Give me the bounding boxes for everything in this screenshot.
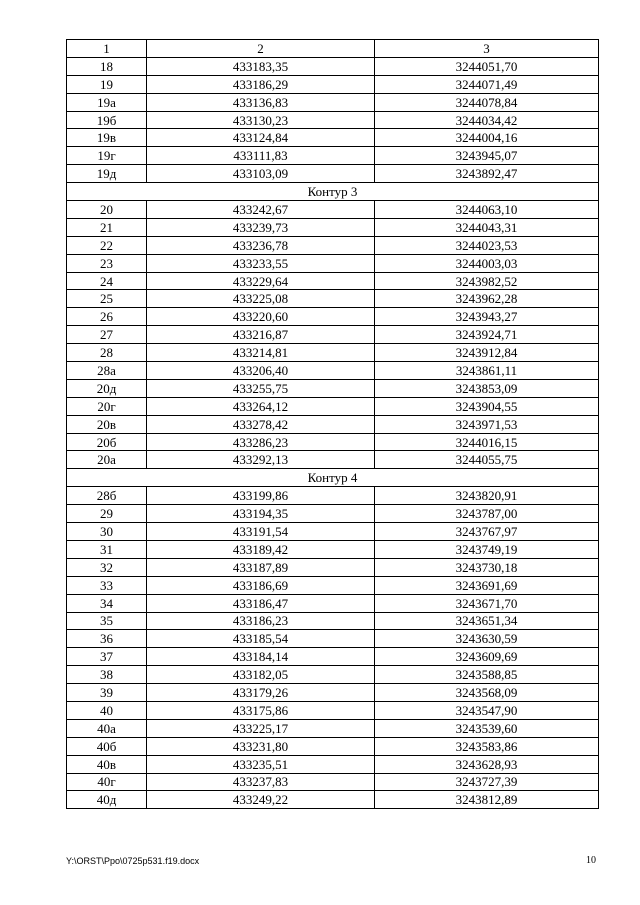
page-number: 10 bbox=[586, 855, 596, 866]
cell-point-id: 20а bbox=[67, 451, 147, 469]
table-row bbox=[67, 648, 599, 666]
cell-x-coordinate: 433130,23 bbox=[147, 111, 375, 129]
table-body bbox=[67, 40, 599, 809]
cell-point-id: 40а bbox=[67, 719, 147, 737]
table-row bbox=[67, 236, 599, 254]
cell-y-coordinate: 3243904,55 bbox=[375, 397, 599, 415]
cell-point-id: 34 bbox=[67, 594, 147, 612]
table-row bbox=[67, 165, 599, 183]
cell-x-coordinate: 433186,47 bbox=[147, 594, 375, 612]
cell-x-coordinate: 433183,35 bbox=[147, 57, 375, 75]
cell-y-coordinate: 3243962,28 bbox=[375, 290, 599, 308]
table-row bbox=[67, 594, 599, 612]
cell-x-coordinate: 433255,75 bbox=[147, 379, 375, 397]
cell-point-id: 39 bbox=[67, 684, 147, 702]
cell-x-coordinate: 433242,67 bbox=[147, 201, 375, 219]
cell-point-id: 20д bbox=[67, 379, 147, 397]
table-row bbox=[67, 147, 599, 165]
cell-point-id: 19а bbox=[67, 93, 147, 111]
cell-x-coordinate: 433235,51 bbox=[147, 755, 375, 773]
cell-y-coordinate: 3244063,10 bbox=[375, 201, 599, 219]
cell-x-coordinate: 433103,09 bbox=[147, 165, 375, 183]
cell-y-coordinate: 3243609,69 bbox=[375, 648, 599, 666]
cell-point-id: 38 bbox=[67, 666, 147, 684]
cell-point-id: 40 bbox=[67, 701, 147, 719]
cell-y-coordinate: 3243945,07 bbox=[375, 147, 599, 165]
table-row bbox=[67, 630, 599, 648]
table-row bbox=[67, 540, 599, 558]
table-row bbox=[67, 487, 599, 505]
cell-point-id: 23 bbox=[67, 254, 147, 272]
cell-y-coordinate: 3243727,39 bbox=[375, 773, 599, 791]
cell-x-coordinate: 433136,83 bbox=[147, 93, 375, 111]
table-row bbox=[67, 111, 599, 129]
header-cell-point: 1 bbox=[67, 40, 147, 58]
header-cell-y: 3 bbox=[375, 40, 599, 58]
cell-point-id: 40д bbox=[67, 791, 147, 809]
table-row bbox=[67, 290, 599, 308]
table-row bbox=[67, 75, 599, 93]
cell-y-coordinate: 3244043,31 bbox=[375, 218, 599, 236]
cell-point-id: 19г bbox=[67, 147, 147, 165]
cell-y-coordinate: 3244016,15 bbox=[375, 433, 599, 451]
cell-point-id: 31 bbox=[67, 540, 147, 558]
table-row bbox=[67, 344, 599, 362]
cell-y-coordinate: 3243943,27 bbox=[375, 308, 599, 326]
cell-y-coordinate: 3244034,42 bbox=[375, 111, 599, 129]
cell-point-id: 20б bbox=[67, 433, 147, 451]
cell-x-coordinate: 433111,83 bbox=[147, 147, 375, 165]
cell-y-coordinate: 3243982,52 bbox=[375, 272, 599, 290]
cell-point-id: 20 bbox=[67, 201, 147, 219]
cell-x-coordinate: 433199,86 bbox=[147, 487, 375, 505]
cell-x-coordinate: 433186,29 bbox=[147, 75, 375, 93]
cell-x-coordinate: 433236,78 bbox=[147, 236, 375, 254]
table-row bbox=[67, 397, 599, 415]
cell-x-coordinate: 433185,54 bbox=[147, 630, 375, 648]
cell-x-coordinate: 433214,81 bbox=[147, 344, 375, 362]
cell-point-id: 37 bbox=[67, 648, 147, 666]
cell-x-coordinate: 433249,22 bbox=[147, 791, 375, 809]
cell-point-id: 18 bbox=[67, 57, 147, 75]
cell-y-coordinate: 3243820,91 bbox=[375, 487, 599, 505]
table-row bbox=[67, 773, 599, 791]
cell-x-coordinate: 433237,83 bbox=[147, 773, 375, 791]
cell-y-coordinate: 3244078,84 bbox=[375, 93, 599, 111]
cell-y-coordinate: 3244003,03 bbox=[375, 254, 599, 272]
cell-x-coordinate: 433184,14 bbox=[147, 648, 375, 666]
cell-x-coordinate: 433194,35 bbox=[147, 505, 375, 523]
cell-y-coordinate: 3243971,53 bbox=[375, 415, 599, 433]
cell-x-coordinate: 433220,60 bbox=[147, 308, 375, 326]
cell-y-coordinate: 3243651,34 bbox=[375, 612, 599, 630]
table-row bbox=[67, 308, 599, 326]
table-row bbox=[67, 505, 599, 523]
section-row bbox=[67, 183, 599, 201]
cell-y-coordinate: 3243892,47 bbox=[375, 165, 599, 183]
table-row bbox=[67, 576, 599, 594]
cell-point-id: 27 bbox=[67, 326, 147, 344]
table-row bbox=[67, 451, 599, 469]
cell-x-coordinate: 433187,89 bbox=[147, 558, 375, 576]
cell-y-coordinate: 3243547,90 bbox=[375, 701, 599, 719]
cell-y-coordinate: 3243691,69 bbox=[375, 576, 599, 594]
table-row bbox=[67, 612, 599, 630]
cell-x-coordinate: 433286,23 bbox=[147, 433, 375, 451]
cell-point-id: 20в bbox=[67, 415, 147, 433]
section-title: Контур 4 bbox=[67, 469, 599, 487]
cell-y-coordinate: 3243671,70 bbox=[375, 594, 599, 612]
table-row bbox=[67, 129, 599, 147]
cell-point-id: 40б bbox=[67, 737, 147, 755]
cell-x-coordinate: 433225,08 bbox=[147, 290, 375, 308]
cell-point-id: 19в bbox=[67, 129, 147, 147]
table-row bbox=[67, 684, 599, 702]
cell-point-id: 40в bbox=[67, 755, 147, 773]
cell-point-id: 28б bbox=[67, 487, 147, 505]
table-row bbox=[67, 201, 599, 219]
cell-x-coordinate: 433233,55 bbox=[147, 254, 375, 272]
cell-point-id: 26 bbox=[67, 308, 147, 326]
cell-y-coordinate: 3243861,11 bbox=[375, 362, 599, 380]
cell-y-coordinate: 3243539,60 bbox=[375, 719, 599, 737]
table-row bbox=[67, 523, 599, 541]
table-row bbox=[67, 218, 599, 236]
table-row bbox=[67, 379, 599, 397]
table-row bbox=[67, 755, 599, 773]
header-cell-x: 2 bbox=[147, 40, 375, 58]
cell-point-id: 30 bbox=[67, 523, 147, 541]
cell-y-coordinate: 3244004,16 bbox=[375, 129, 599, 147]
cell-point-id: 40г bbox=[67, 773, 147, 791]
section-row bbox=[67, 469, 599, 487]
table-row bbox=[67, 272, 599, 290]
table-row bbox=[67, 326, 599, 344]
cell-point-id: 21 bbox=[67, 218, 147, 236]
cell-y-coordinate: 3243583,86 bbox=[375, 737, 599, 755]
cell-x-coordinate: 433186,69 bbox=[147, 576, 375, 594]
cell-x-coordinate: 433206,40 bbox=[147, 362, 375, 380]
cell-point-id: 29 bbox=[67, 505, 147, 523]
cell-x-coordinate: 433182,05 bbox=[147, 666, 375, 684]
cell-point-id: 24 bbox=[67, 272, 147, 290]
cell-point-id: 19б bbox=[67, 111, 147, 129]
cell-point-id: 19 bbox=[67, 75, 147, 93]
table-row bbox=[67, 719, 599, 737]
table-row bbox=[67, 254, 599, 272]
cell-point-id: 35 bbox=[67, 612, 147, 630]
cell-x-coordinate: 433191,54 bbox=[147, 523, 375, 541]
cell-point-id: 22 bbox=[67, 236, 147, 254]
cell-x-coordinate: 433175,86 bbox=[147, 701, 375, 719]
table-row bbox=[67, 415, 599, 433]
cell-y-coordinate: 3243912,84 bbox=[375, 344, 599, 362]
cell-y-coordinate: 3243630,59 bbox=[375, 630, 599, 648]
cell-y-coordinate: 3244071,49 bbox=[375, 75, 599, 93]
cell-y-coordinate: 3243924,71 bbox=[375, 326, 599, 344]
table-row bbox=[67, 558, 599, 576]
cell-point-id: 28 bbox=[67, 344, 147, 362]
cell-y-coordinate: 3243568,09 bbox=[375, 684, 599, 702]
table-row bbox=[67, 701, 599, 719]
cell-y-coordinate: 3243853,09 bbox=[375, 379, 599, 397]
table-row bbox=[67, 57, 599, 75]
table-row bbox=[67, 737, 599, 755]
coordinates-table bbox=[66, 39, 599, 809]
cell-y-coordinate: 3244023,53 bbox=[375, 236, 599, 254]
cell-x-coordinate: 433216,87 bbox=[147, 326, 375, 344]
table-header-row bbox=[67, 40, 599, 58]
cell-point-id: 32 bbox=[67, 558, 147, 576]
table-row bbox=[67, 93, 599, 111]
cell-y-coordinate: 3244051,70 bbox=[375, 57, 599, 75]
cell-y-coordinate: 3244055,75 bbox=[375, 451, 599, 469]
cell-y-coordinate: 3243730,18 bbox=[375, 558, 599, 576]
cell-y-coordinate: 3243787,00 bbox=[375, 505, 599, 523]
cell-point-id: 20г bbox=[67, 397, 147, 415]
cell-x-coordinate: 433231,80 bbox=[147, 737, 375, 755]
cell-x-coordinate: 433189,42 bbox=[147, 540, 375, 558]
cell-x-coordinate: 433229,64 bbox=[147, 272, 375, 290]
cell-y-coordinate: 3243588,85 bbox=[375, 666, 599, 684]
cell-x-coordinate: 433264,12 bbox=[147, 397, 375, 415]
cell-point-id: 19д bbox=[67, 165, 147, 183]
table-row bbox=[67, 666, 599, 684]
cell-point-id: 36 bbox=[67, 630, 147, 648]
cell-x-coordinate: 433186,23 bbox=[147, 612, 375, 630]
cell-point-id: 25 bbox=[67, 290, 147, 308]
cell-x-coordinate: 433225,17 bbox=[147, 719, 375, 737]
table-row bbox=[67, 362, 599, 380]
cell-x-coordinate: 433124,84 bbox=[147, 129, 375, 147]
cell-x-coordinate: 433179,26 bbox=[147, 684, 375, 702]
table-row bbox=[67, 791, 599, 809]
cell-x-coordinate: 433278,42 bbox=[147, 415, 375, 433]
cell-point-id: 33 bbox=[67, 576, 147, 594]
table-row bbox=[67, 433, 599, 451]
cell-y-coordinate: 3243767,97 bbox=[375, 523, 599, 541]
cell-point-id: 28а bbox=[67, 362, 147, 380]
cell-x-coordinate: 433239,73 bbox=[147, 218, 375, 236]
cell-y-coordinate: 3243628,93 bbox=[375, 755, 599, 773]
cell-y-coordinate: 3243749,19 bbox=[375, 540, 599, 558]
footer-file-path: Y:\ORST\Ppo\0725p531.f19.docx bbox=[66, 856, 200, 866]
section-title: Контур 3 bbox=[67, 183, 599, 201]
cell-x-coordinate: 433292,13 bbox=[147, 451, 375, 469]
cell-y-coordinate: 3243812,89 bbox=[375, 791, 599, 809]
